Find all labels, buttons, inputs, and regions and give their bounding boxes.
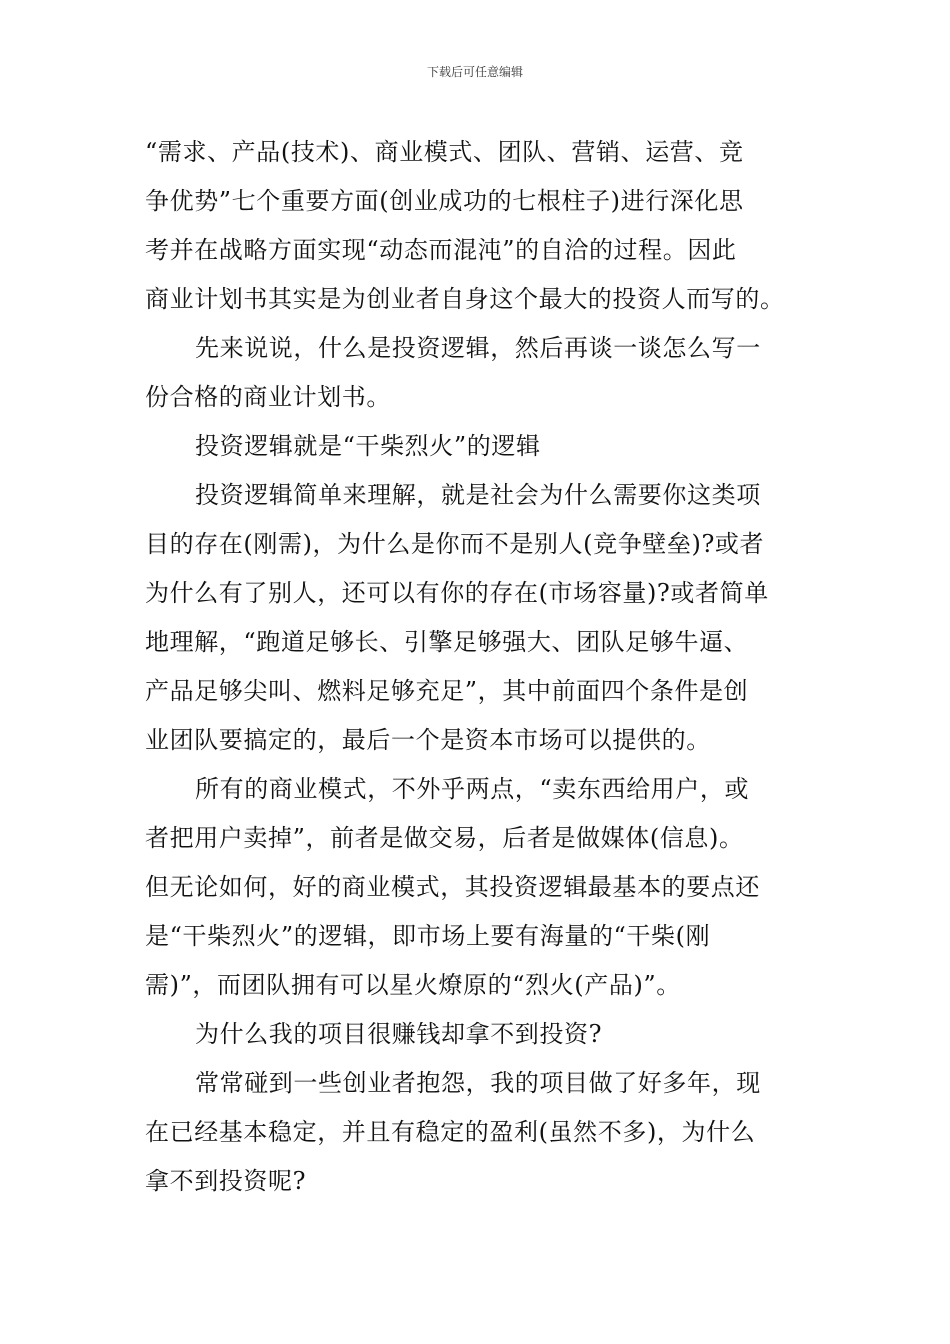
text-line: 目的存在(刚需)，为什么是你而不是别人(竞争壁垒)?或者: [145, 530, 765, 558]
section-heading: [145, 422, 810, 471]
text-line: 考并在战略方面实现“动态而混沌”的自洽的过程。因此: [145, 236, 737, 264]
text-line: 为什么有了别人，还可以有你的存在(市场容量)?或者简单: [145, 579, 769, 607]
text-line: 投资逻辑简单来理解，就是社会为什么需要你这类项: [195, 481, 761, 509]
text-line: 者把用户卖掉”，前者是做交易，后者是做媒体(信息)。: [145, 824, 744, 852]
paragraph: [145, 765, 810, 1010]
text-line: 但无论如何，好的商业模式，其投资逻辑最基本的要点还: [145, 873, 760, 901]
text-line: 份合格的商业计划书。: [145, 383, 391, 411]
text-line: 需)”，而团队拥有可以星火燎原的“烈火(产品)”。: [145, 971, 681, 999]
document-body: [145, 128, 810, 1206]
text-line: “需求、产品(技术)、商业模式、团队、营销、运营、竞: [145, 138, 744, 166]
text-line: 在已经基本稳定，并且有稳定的盈利(虽然不多)，为什么: [145, 1118, 756, 1146]
text-line: 地理解，“跑道足够长、引擎足够强大、团队足够牛逼、: [145, 628, 749, 656]
text-line: 商业计划书其实是为创业者自身这个最大的投资人而写的。: [145, 285, 785, 313]
paragraph: [145, 128, 810, 324]
text-line: 产品足够尖叫、燃料足够充足”，其中前面四个条件是创: [145, 677, 749, 705]
text-line: 业团队要搞定的，最后一个是资本市场可以提供的。: [145, 726, 711, 754]
paragraph: [145, 324, 810, 422]
text-line: 投资逻辑就是“干柴烈火”的逻辑: [195, 432, 541, 460]
text-line: 先来说说，什么是投资逻辑，然后再谈一谈怎么写一: [195, 334, 761, 362]
section-heading: [145, 1010, 810, 1059]
text-line: 为什么我的项目很赚钱却拿不到投资?: [195, 1020, 603, 1048]
text-line: 争优势”七个重要方面(创业成功的七根柱子)进行深化思: [145, 187, 744, 215]
text-line: 常常碰到一些创业者抱怨，我的项目做了好多年，现: [195, 1069, 761, 1097]
page-header-note: 下载后可任意编辑: [426, 65, 523, 79]
paragraph: [145, 1059, 810, 1206]
text-line: 是“干柴烈火”的逻辑，即市场上要有海量的“干柴(刚: [145, 922, 711, 950]
text-line: 所有的商业模式，不外乎两点，“卖东西给用户，或: [195, 775, 750, 803]
paragraph: [145, 471, 810, 765]
text-line: 拿不到投资呢?: [145, 1167, 307, 1195]
